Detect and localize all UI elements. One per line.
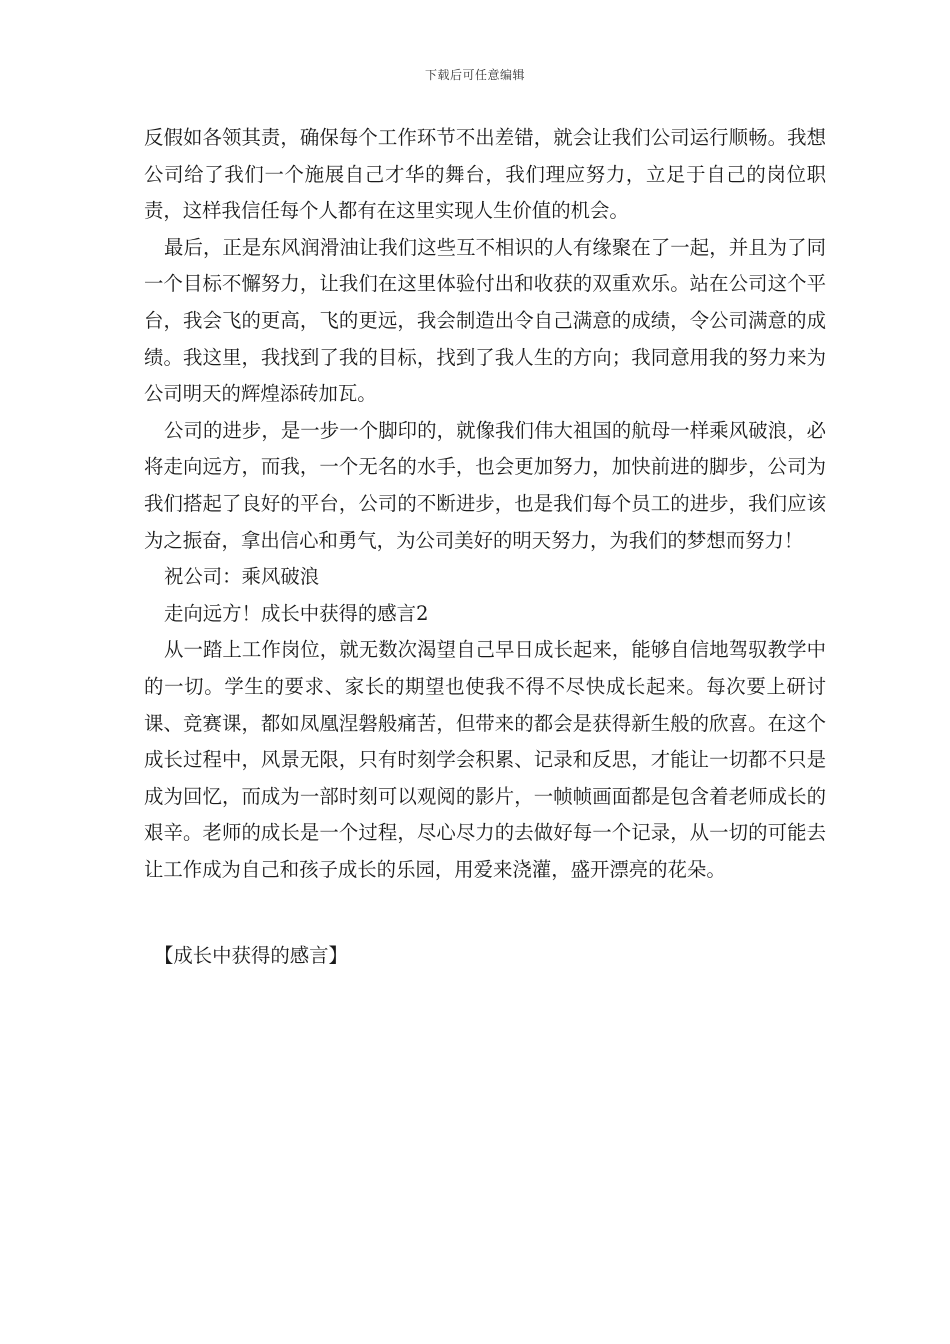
paragraph: 反假如各领其责，确保每个工作环节不出差错，就会让我们公司运行顺畅。我想公司给了我们一个施展自己才华的舞台，我们理应努力，立足于自己的岗位职责，这样我信任每个人都有在这里实现人生价值的机会。 xyxy=(144,126,826,223)
paragraph: 祝公司：乘风破浪 xyxy=(164,565,320,589)
paragraph: 从一踏上工作岗位，就无数次渴望自己早日成长起来，能够自信地驾驭教学中的一切。学生的要求、家长的期望也使我不得不尽快成长起来。每次要上研讨课、竞赛课，都如凤凰涅磐般痛苦，但带来的都会是获得新生般的欣喜。在这个成长过程中，风景无限，只有时刻学会积累、记录和反思，才能让一切都不只是成为回忆，而成为一部时刻可以观阅的影片，一帧帧画面都是包含着老师成长的艰辛。老师的成长是一个过程，尽心尽力的去做好每一个记录，从一切的可能去让工作成为自己和孩子成长的乐园，用爱来浇灌，盛开漂亮的花朵。 xyxy=(144,638,826,881)
page-header-note: 下载后可任意编辑 xyxy=(424,68,525,82)
paragraph: 公司的进步，是一步一个脚印的，就像我们伟大祖国的航母一样乘风破浪，必将走向远方，而我，一个无名的水手，也会更加努力，加快前进的脚步，公司为我们搭起了良好的平台，公司的不断进步，也是我们每个员工的进步，我们应该为之振奋，拿出信心和勇气，为公司美好的明天努力，为我们的梦想而努力！ xyxy=(144,418,826,552)
section-title: 走向远方！成长中获得的感言2 xyxy=(164,601,429,625)
paragraph: 最后，正是东风润滑油让我们这些互不相识的人有缘聚在了一起，并且为了同一个目标不懈努力，让我们在这里体验付出和收获的双重欢乐。站在公司这个平台，我会飞的更高，飞的更远，我会制造出令自己满意的成绩，令公司满意的成绩。我这里，我找到了我的目标，找到了我人生的方向；我同意用我的努力来为公司明天的辉煌添砖加瓦。 xyxy=(144,235,826,406)
footer-heading: 【成长中获得的感言】 xyxy=(154,944,348,967)
document-body xyxy=(144,120,826,888)
